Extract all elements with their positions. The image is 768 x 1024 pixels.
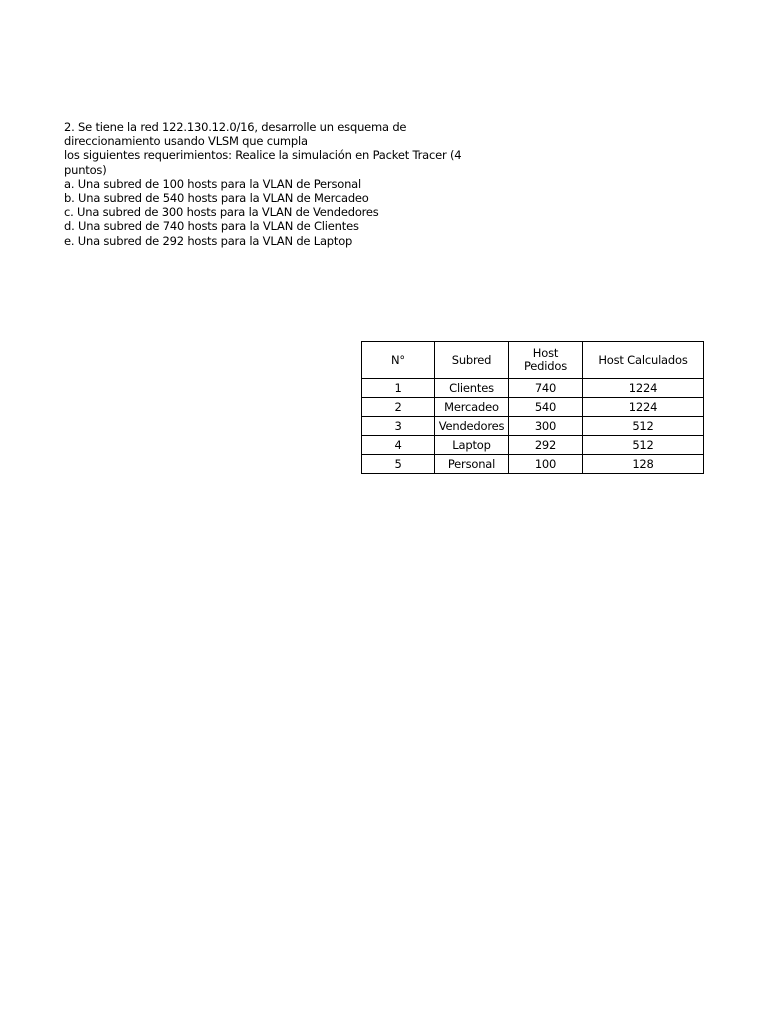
requirement-item: a. Una subred de 100 hosts para la VLAN de Personal (64, 176, 362, 191)
header-subnet: Subred (435, 342, 509, 379)
cell-number: 2 (362, 398, 435, 417)
requirement-item: c. Una subred de 300 hosts para la VLAN de Vendedores (64, 205, 379, 220)
cell-number: 4 (362, 436, 435, 455)
cell-hosts-requested: 292 (509, 436, 583, 455)
header-hosts-requested (509, 342, 583, 379)
cell-hosts-calculated: 1224 (583, 379, 704, 398)
problem-title-line: los siguientes requerimientos: Realice la simulación en Packet Tracer (4 (64, 148, 462, 163)
cell-number: 1 (362, 379, 435, 398)
requirement-item: d. Una subred de 740 hosts para la VLAN de Clientes (64, 219, 359, 234)
cell-number: 3 (362, 417, 435, 436)
cell-hosts-calculated: 512 (583, 417, 704, 436)
requirement-item: b. Una subred de 540 hosts para la VLAN de Mercadeo (64, 191, 369, 206)
subnet-table (361, 341, 704, 474)
table-row (362, 379, 704, 398)
cell-subnet: Vendedores (435, 417, 509, 436)
cell-hosts-requested: 540 (509, 398, 583, 417)
problem-title-line: 2. Se tiene la red 122.130.12.0/16, desarrolle un esquema de (64, 120, 407, 134)
table-row (362, 455, 704, 474)
cell-number: 5 (362, 455, 435, 474)
cell-subnet: Mercadeo (435, 398, 509, 417)
cell-hosts-calculated: 128 (583, 455, 704, 474)
cell-hosts-requested: 740 (509, 379, 583, 398)
problem-statement (64, 120, 484, 248)
header-hosts-calculated: Host Calculados (583, 342, 704, 379)
cell-hosts-requested: 300 (509, 417, 583, 436)
cell-hosts-calculated: 512 (583, 436, 704, 455)
header-hosts-requested-line2: Pedidos (523, 359, 568, 373)
table-row (362, 398, 704, 417)
requirement-item: e. Una subred de 292 hosts para la VLAN de Laptop (64, 233, 353, 248)
table-row (362, 436, 704, 455)
header-hosts-requested-line1: Host (532, 346, 559, 360)
table-header-row (362, 342, 704, 379)
problem-title-line: direccionamiento usando VLSM que cumpla (64, 134, 308, 149)
cell-hosts-calculated: 1224 (583, 398, 704, 417)
cell-hosts-requested: 100 (509, 455, 583, 474)
table-row (362, 417, 704, 436)
header-number: N° (362, 342, 435, 379)
problem-title-line: puntos) (64, 162, 107, 177)
cell-subnet: Clientes (435, 379, 509, 398)
cell-subnet: Personal (435, 455, 509, 474)
cell-subnet: Laptop (435, 436, 509, 455)
